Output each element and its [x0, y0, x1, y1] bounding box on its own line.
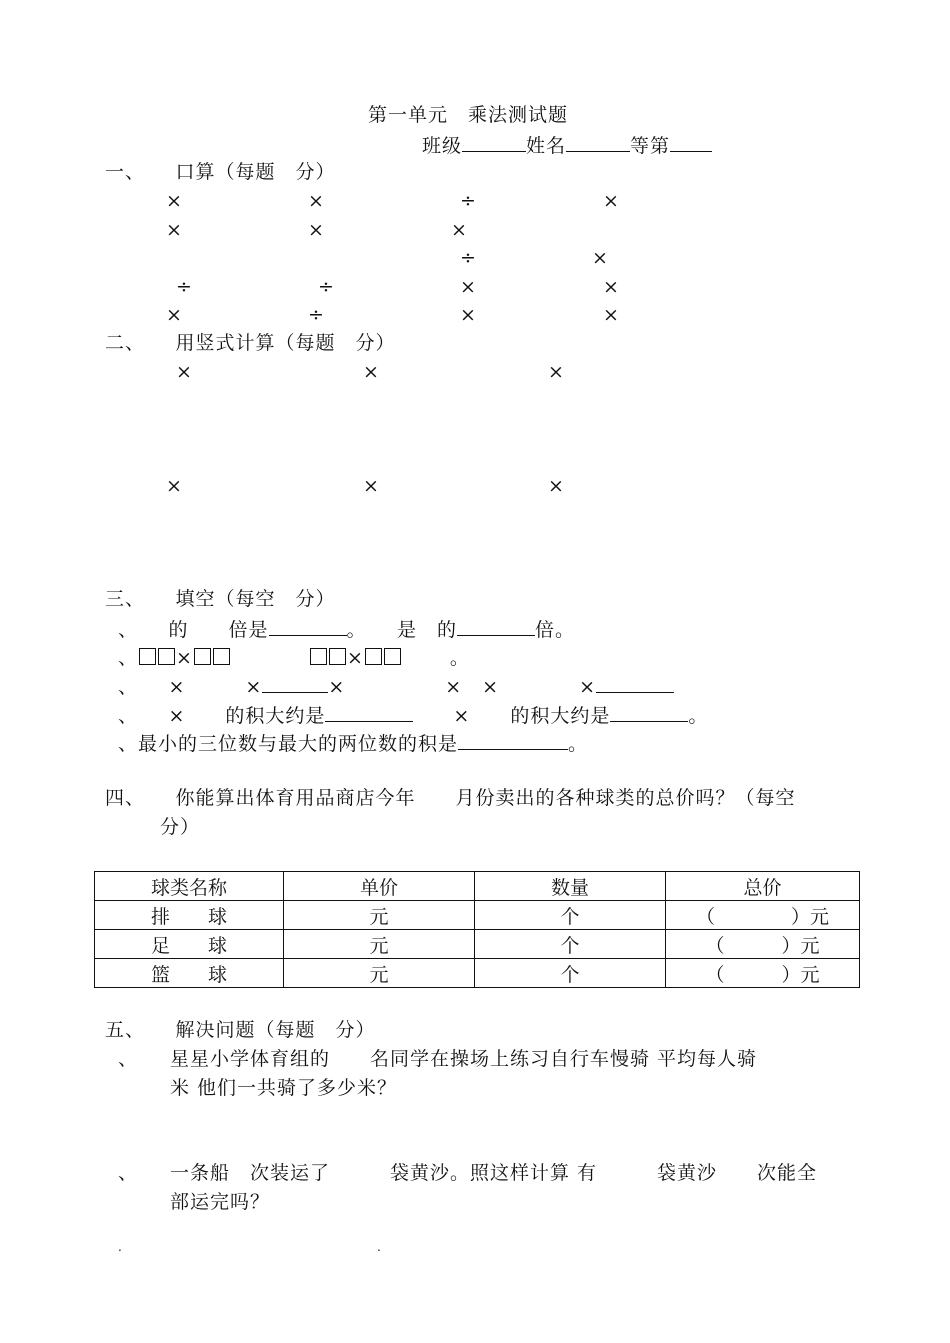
fill-q1	[118, 617, 575, 642]
oral-op: ×	[308, 219, 325, 241]
footer-dot: .	[118, 1240, 122, 1254]
fill-q1-text: 、 的 倍是	[118, 619, 269, 641]
name-blank[interactable]	[566, 133, 630, 152]
vertical-calc-op: ×	[363, 361, 380, 383]
oral-op: ×	[603, 304, 620, 326]
quantity[interactable]: 个	[475, 930, 666, 959]
oral-op: ×	[592, 247, 609, 269]
col-header: 球类名称	[95, 872, 284, 901]
footer-dot: .	[377, 1240, 381, 1254]
total-price[interactable]: （ ）元	[666, 959, 860, 988]
section-5-heading: 五、 解决问题（每题 分）	[105, 1019, 376, 1041]
grade-label: 等第	[630, 135, 671, 157]
digit-box[interactable]	[329, 648, 346, 665]
oral-op: ×	[166, 219, 183, 241]
page-title: 第一单元 乘法测试题	[368, 104, 569, 126]
ball-sales-table	[94, 871, 860, 988]
oral-op: ×	[603, 190, 620, 212]
fill-q3-text: 、 × ×	[118, 676, 263, 698]
quantity[interactable]: 个	[475, 901, 666, 930]
vertical-calc-op: ×	[176, 361, 193, 383]
oral-op: ×	[451, 219, 468, 241]
period: 。	[688, 705, 709, 727]
fill-q4	[118, 703, 708, 728]
col-header: 数量	[475, 872, 666, 901]
col-header: 总价	[666, 872, 860, 901]
oral-op: ×	[308, 190, 325, 212]
student-info-line	[422, 133, 712, 158]
oral-op: ÷	[176, 276, 193, 298]
vertical-calc-op: ×	[548, 361, 565, 383]
period: 。	[568, 733, 589, 755]
ball-name: 足 球	[95, 930, 284, 959]
oral-op: ×	[603, 276, 620, 298]
fill-blank[interactable]	[269, 617, 347, 636]
class-blank[interactable]	[462, 133, 526, 152]
fill-blank[interactable]	[458, 731, 568, 750]
fill-blank[interactable]	[457, 617, 535, 636]
col-header: 单价	[284, 872, 475, 901]
total-price[interactable]: （ ）元	[666, 901, 860, 930]
quantity[interactable]: 个	[475, 959, 666, 988]
digit-box[interactable]	[310, 648, 327, 665]
problem-1-text: 星星小学体育组的 名同学在操场上练习自行车慢骑 平均每人骑	[170, 1048, 758, 1070]
fill-q5	[118, 731, 588, 756]
fill-q4-text: 、 × 的积大约是	[118, 705, 326, 727]
oral-op: ÷	[460, 247, 477, 269]
period: 。	[449, 647, 470, 669]
vertical-calc-op: ×	[166, 475, 183, 497]
fill-q1-text: 倍。	[535, 619, 576, 641]
fill-blank[interactable]	[325, 703, 413, 722]
oral-op: ÷	[318, 276, 335, 298]
times-sign: ×	[346, 647, 364, 669]
oral-op: ×	[166, 190, 183, 212]
digit-box[interactable]	[213, 648, 230, 665]
times-sign: ×	[176, 647, 193, 669]
unit-price[interactable]: 元	[284, 930, 475, 959]
oral-op: ×	[460, 304, 477, 326]
total-price[interactable]: （ ）元	[666, 930, 860, 959]
unit-price[interactable]: 元	[284, 959, 475, 988]
fill-q2	[118, 646, 470, 670]
name-label: 姓名	[526, 135, 567, 157]
digit-box[interactable]	[365, 648, 382, 665]
oral-op: ÷	[308, 304, 325, 326]
table-header-row	[95, 872, 860, 901]
table-row	[95, 901, 860, 930]
fill-q3	[118, 674, 674, 699]
digit-box[interactable]	[194, 648, 211, 665]
class-label: 班级	[422, 135, 463, 157]
problem-2-text: 部运完吗？	[170, 1191, 271, 1213]
problem-1-number: 、	[118, 1048, 139, 1070]
oral-op: ×	[460, 276, 477, 298]
vertical-calc-op: ×	[363, 475, 380, 497]
problem-2-text: 一条船 次装运了 袋黄沙。照这样计算 有 袋黄沙 次能全	[170, 1162, 818, 1184]
fill-blank[interactable]	[262, 674, 328, 693]
grade-blank[interactable]	[670, 133, 712, 152]
digit-box[interactable]	[158, 648, 175, 665]
fill-q1-text: 。 是 的	[346, 619, 458, 641]
oral-op: ÷	[460, 190, 477, 212]
vertical-calc-op: ×	[548, 475, 565, 497]
table-row	[95, 930, 860, 959]
digit-box[interactable]	[139, 648, 156, 665]
ball-name: 排 球	[95, 901, 284, 930]
section-1-heading: 一、 口算（每题 分）	[105, 161, 336, 183]
fill-q4-text: × 的积大约是	[413, 705, 611, 727]
fill-q3-text: × × × ×	[328, 676, 597, 698]
unit-price[interactable]: 元	[284, 901, 475, 930]
section-4-heading: 四、 你能算出体育用品商店今年 月份卖出的各种球类的总价吗？（每空	[105, 787, 796, 809]
digit-box[interactable]	[384, 648, 401, 665]
oral-op: ×	[166, 304, 183, 326]
fill-q5-text: 、最小的三位数与最大的两位数的积是	[118, 733, 459, 755]
problem-1-text: 米 他们一共骑了多少米？	[170, 1077, 398, 1099]
problem-2-number: 、	[118, 1162, 139, 1184]
ball-name: 篮 球	[95, 959, 284, 988]
fill-blank[interactable]	[596, 674, 674, 693]
section-2-heading: 二、 用竖式计算（每题 分）	[105, 332, 396, 354]
table-row	[95, 959, 860, 988]
fill-q2-num: 、	[118, 647, 139, 669]
section-4-heading-cont: 分）	[160, 816, 201, 838]
section-3-heading: 三、 填空（每空 分）	[105, 588, 336, 610]
fill-blank[interactable]	[610, 703, 688, 722]
